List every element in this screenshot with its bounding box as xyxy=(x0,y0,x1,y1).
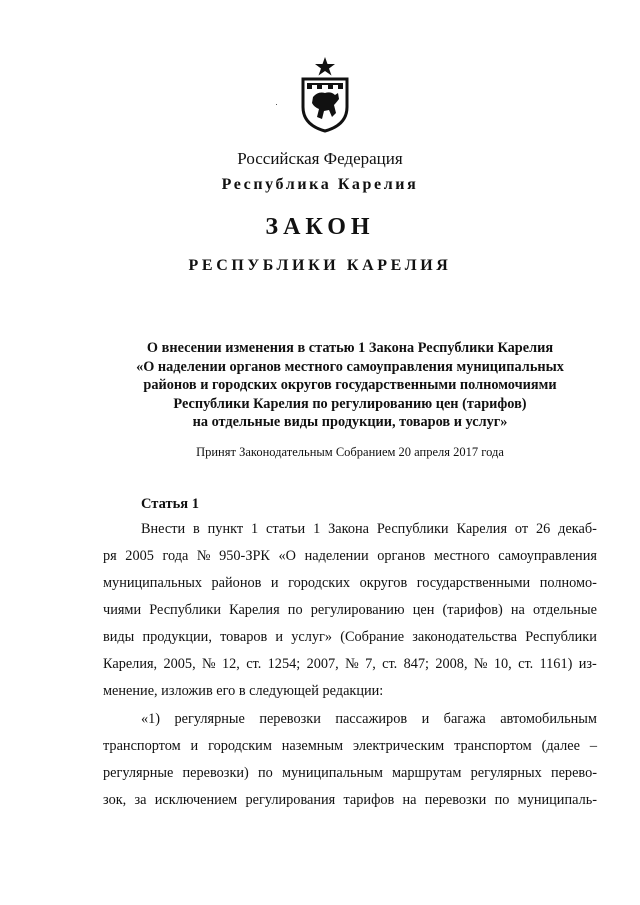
law-title-line: О внесении изменения в статью 1 Закона Республики Карелия xyxy=(146,340,554,356)
paragraph-line: ря 2005 года № 950-ЗРК «О наделении органов местного самоуправления xyxy=(103,548,597,564)
issuing-authority: РЕСПУБЛИКИ КАРЕЛИЯ xyxy=(188,257,452,274)
paragraph-line: зок, за исключением регулирования тарифов на перевозки по муниципаль- xyxy=(103,792,597,808)
republic-name: Республика Карелия xyxy=(221,176,419,193)
paragraph-line: менение, изложив его в следующей редакции: xyxy=(103,683,384,699)
paragraph-line: чиями Республики Карелия по регулированию цен (тарифов) на отдельные xyxy=(103,602,597,618)
law-title-line: на отдельные виды продукции, товаров и услуг» xyxy=(192,414,508,430)
country-name: Российская Федерация xyxy=(237,149,403,168)
paragraph-line: Внести в пункт 1 статьи 1 Закона Республики Карелия от 26 декаб- xyxy=(141,521,597,537)
paragraph-line: транспортом и городским наземным электрическим транспортом (далее – xyxy=(103,738,597,754)
adoption-note: Принят Законодательным Собранием 20 апреля 2017 года xyxy=(196,445,504,459)
paragraph-line: виды продукции, товаров и услуг» (Собрание законодательства Республики xyxy=(103,629,597,645)
law-title-line: Республики Карелия по регулированию цен (тарифов) xyxy=(173,395,527,412)
article-body xyxy=(103,0,597,905)
law-title-line: «О наделении органов местного самоуправления муниципальных xyxy=(136,358,564,375)
document-type: ЗАКОН xyxy=(265,214,375,240)
paragraph-line: «1) регулярные перевозки пассажиров и багажа автомобильным xyxy=(141,711,597,727)
article-heading: Статья 1 xyxy=(141,496,199,512)
paragraph-line: Карелия, 2005, № 12, ст. 1254; 2007, № 7, ст. 847; 2008, № 10, ст. 1161) из- xyxy=(103,656,597,672)
paragraph-line: регулярные перевозки) по муниципальным маршрутам регулярных перево- xyxy=(103,765,597,781)
law-title-line: районов и городских округов государственными полномочиями xyxy=(143,377,557,393)
paragraph-line: муниципальных районов и городских округов государственными полномо- xyxy=(103,575,597,591)
